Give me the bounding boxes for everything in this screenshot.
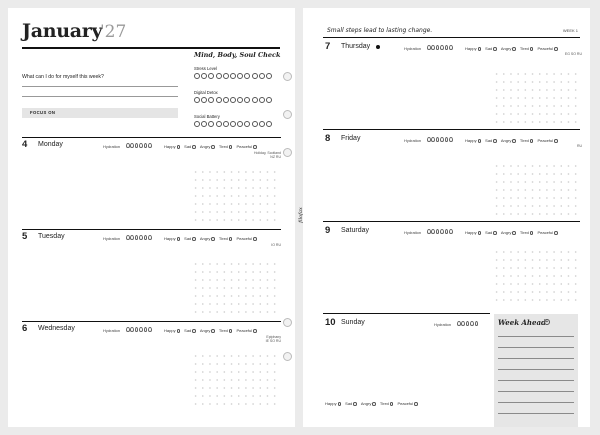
mood-option[interactable] xyxy=(236,328,256,333)
drop-icon[interactable] xyxy=(445,45,449,50)
week-label: WEEK 1 xyxy=(562,28,578,33)
drop-icon[interactable] xyxy=(457,321,461,326)
mood-option[interactable] xyxy=(236,236,256,241)
scale-circle[interactable] xyxy=(216,73,222,79)
day-rule xyxy=(22,229,281,230)
day-number: 8 xyxy=(325,133,331,144)
scale-circle[interactable] xyxy=(252,121,258,127)
mood-option[interactable] xyxy=(219,144,233,149)
drop-icon[interactable] xyxy=(144,327,148,332)
drop-icon[interactable] xyxy=(431,45,435,50)
mood-option[interactable] xyxy=(520,138,534,143)
mood-tracker[interactable] xyxy=(465,138,558,143)
brand-logo: filofax xyxy=(297,207,304,223)
mood-option[interactable] xyxy=(380,401,394,406)
mood-ring[interactable] xyxy=(512,47,516,51)
holiday-note: EG SO RU xyxy=(564,52,582,56)
mood-ring[interactable] xyxy=(253,145,257,149)
mood-label: Tired xyxy=(218,328,228,333)
holiday-note: Holiday, Scotland xyxy=(254,151,281,155)
mood-tracker[interactable] xyxy=(465,230,558,235)
mood-ring[interactable] xyxy=(512,139,516,143)
drop-icon[interactable] xyxy=(436,45,440,50)
day-name: Wednesday xyxy=(38,325,75,332)
mood-option[interactable] xyxy=(200,236,215,241)
mood-option[interactable] xyxy=(236,144,256,149)
mood-option[interactable] xyxy=(200,144,215,149)
scale-circle[interactable] xyxy=(201,121,207,127)
week-ahead-line[interactable] xyxy=(498,347,574,348)
day-rule xyxy=(22,137,281,138)
mood-ring[interactable] xyxy=(478,231,482,235)
mood-label: Peaceful xyxy=(537,46,554,51)
mood-option[interactable] xyxy=(345,401,357,406)
day-rule xyxy=(323,221,580,222)
scale-circle[interactable] xyxy=(201,73,207,79)
scale-circle[interactable] xyxy=(244,73,250,79)
drop-icon[interactable] xyxy=(135,327,139,332)
scale-label: Digital Detox xyxy=(194,90,218,95)
plus-icon[interactable]: + xyxy=(545,319,549,325)
scale-circle[interactable] xyxy=(208,121,214,127)
drop-icon[interactable] xyxy=(449,229,453,234)
binder-hole xyxy=(283,352,292,361)
mood-ring[interactable] xyxy=(211,237,215,241)
mood-option[interactable] xyxy=(164,328,180,333)
month-title: January xyxy=(22,20,103,42)
drop-icon[interactable] xyxy=(144,235,148,240)
mood-option[interactable] xyxy=(219,236,233,241)
day-number: 9 xyxy=(325,225,331,236)
day-rule xyxy=(323,313,490,314)
scale-circle[interactable] xyxy=(266,121,272,127)
mood-ring[interactable] xyxy=(211,145,215,149)
binder-hole xyxy=(283,318,292,327)
mood-ring[interactable] xyxy=(372,402,376,406)
drop-icon[interactable] xyxy=(440,137,444,142)
drop-icon[interactable] xyxy=(466,321,470,326)
mood-label: Tired xyxy=(218,236,228,241)
day-name: Saturday xyxy=(341,227,370,234)
day-name: Friday xyxy=(341,135,361,142)
drop-icon[interactable] xyxy=(449,137,453,142)
drop-icon[interactable] xyxy=(130,235,134,240)
mood-label: Tired xyxy=(218,144,228,149)
mood-label: Sad xyxy=(184,328,192,333)
mood-ring[interactable] xyxy=(530,47,534,51)
mood-tracker[interactable] xyxy=(164,144,257,149)
right-page xyxy=(303,8,590,427)
mood-label: Happy xyxy=(164,144,176,149)
title-rule xyxy=(22,47,280,49)
stress-scale[interactable] xyxy=(194,73,272,79)
scale-label: Social Battery xyxy=(194,114,220,119)
mood-option[interactable] xyxy=(465,46,481,51)
scale-circle[interactable] xyxy=(266,73,272,79)
mood-option[interactable] xyxy=(520,230,534,235)
scale-circle[interactable] xyxy=(216,97,222,103)
drop-icon[interactable] xyxy=(440,229,444,234)
mood-label: Angry xyxy=(199,144,211,149)
mood-label: Angry xyxy=(199,236,211,241)
mood-option[interactable] xyxy=(361,401,376,406)
week-ahead-line[interactable] xyxy=(498,369,574,370)
mood-ring[interactable] xyxy=(177,329,181,333)
hydration-label: Hydration xyxy=(103,236,121,241)
scale-label: Stress Level xyxy=(194,66,218,71)
mood-option[interactable] xyxy=(485,46,497,51)
drop-icon[interactable] xyxy=(148,327,152,332)
drop-icon[interactable] xyxy=(427,137,431,142)
mood-ring[interactable] xyxy=(554,139,558,143)
mood-ring[interactable] xyxy=(478,139,482,143)
mood-label: Sad xyxy=(485,230,493,235)
mood-option[interactable] xyxy=(501,138,516,143)
mood-label: Tired xyxy=(519,138,529,143)
drop-icon[interactable] xyxy=(144,143,148,148)
mood-ring[interactable] xyxy=(211,329,215,333)
mood-label: Sad xyxy=(485,46,493,51)
mood-label: Happy xyxy=(465,138,477,143)
mood-ring[interactable] xyxy=(192,329,196,333)
drop-icon[interactable] xyxy=(135,143,139,148)
scale-circle[interactable] xyxy=(208,97,214,103)
holiday-note: NZ RU xyxy=(270,155,281,159)
binder-hole xyxy=(283,110,292,119)
drop-icon[interactable] xyxy=(148,235,152,240)
hydration-label: Hydration xyxy=(404,138,422,143)
binder-hole xyxy=(283,148,292,157)
dot-grid[interactable] xyxy=(493,70,581,126)
drop-icon[interactable] xyxy=(126,327,130,332)
day-number: 5 xyxy=(22,231,28,242)
mood-label: Sad xyxy=(184,236,192,241)
week-ahead-line[interactable] xyxy=(498,336,574,337)
scale-circle[interactable] xyxy=(259,73,265,79)
mood-option[interactable] xyxy=(325,401,341,406)
hydration-label: Hydration xyxy=(434,322,452,327)
dot-grid[interactable] xyxy=(192,260,280,316)
day-number: 7 xyxy=(325,41,331,52)
mood-option[interactable] xyxy=(537,230,557,235)
drop-icon[interactable] xyxy=(470,321,474,326)
scale-circle[interactable] xyxy=(266,97,272,103)
hydration-tracker[interactable] xyxy=(427,137,453,142)
drop-icon[interactable] xyxy=(436,229,440,234)
mood-label: Tired xyxy=(519,46,529,51)
mood-option[interactable] xyxy=(520,46,534,51)
mood-label: Peaceful xyxy=(537,138,554,143)
mood-label: Tired xyxy=(519,230,529,235)
mood-option[interactable] xyxy=(537,138,557,143)
binder-hole xyxy=(283,72,292,81)
mood-label: Happy xyxy=(465,230,477,235)
drop-icon[interactable] xyxy=(126,143,130,148)
hydration-tracker[interactable] xyxy=(126,327,152,332)
drop-icon[interactable] xyxy=(139,327,143,332)
drop-icon[interactable] xyxy=(436,137,440,142)
answer-line[interactable] xyxy=(22,86,178,87)
scale-circle[interactable] xyxy=(216,121,222,127)
focus-on-bar[interactable]: FOCUS ON xyxy=(22,108,178,118)
hydration-label: Hydration xyxy=(103,328,121,333)
mood-label: Sad xyxy=(345,401,353,406)
day-number: 10 xyxy=(325,317,336,328)
mood-option[interactable] xyxy=(501,46,516,51)
day-name: Monday xyxy=(38,141,63,148)
day-number: 4 xyxy=(22,139,28,150)
mood-label: Happy xyxy=(465,46,477,51)
drop-icon[interactable] xyxy=(139,235,143,240)
mood-label: Angry xyxy=(360,401,372,406)
hydration-tracker[interactable] xyxy=(427,229,453,234)
mood-ring[interactable] xyxy=(229,237,233,241)
mood-label: Peaceful xyxy=(236,328,253,333)
drop-icon[interactable] xyxy=(431,137,435,142)
scale-circle[interactable] xyxy=(252,97,258,103)
drop-icon[interactable] xyxy=(475,321,479,326)
scale-circle[interactable] xyxy=(201,97,207,103)
check-title: Mind, Body, Soul Check xyxy=(194,51,281,59)
day-number: 6 xyxy=(22,323,28,334)
mood-option[interactable] xyxy=(485,138,497,143)
holiday-note: Epiphany xyxy=(266,335,281,339)
scale-circle[interactable] xyxy=(244,121,250,127)
week-ahead-line[interactable] xyxy=(498,413,574,414)
mood-option[interactable] xyxy=(465,138,481,143)
week-ahead-line[interactable] xyxy=(498,391,574,392)
mood-ring[interactable] xyxy=(530,231,534,235)
mood-label: Sad xyxy=(485,138,493,143)
mood-ring[interactable] xyxy=(512,231,516,235)
mood-label: Angry xyxy=(199,328,211,333)
holiday-note: RU xyxy=(576,144,582,148)
mood-ring[interactable] xyxy=(229,145,233,149)
week-ahead-line[interactable] xyxy=(498,402,574,403)
day-name: Sunday xyxy=(341,319,365,326)
mood-ring[interactable] xyxy=(414,402,418,406)
holiday-note: IE SO RU xyxy=(265,339,281,343)
day-rule xyxy=(323,37,580,38)
dot-grid[interactable] xyxy=(493,248,581,304)
mood-ring[interactable] xyxy=(390,402,394,406)
weekly-question: What can I do for myself this week? xyxy=(22,74,104,80)
day-name: Thursday xyxy=(341,43,371,50)
mood-label: Peaceful xyxy=(236,144,253,149)
mood-label: Happy xyxy=(164,328,176,333)
mood-ring[interactable] xyxy=(177,237,181,241)
scale-circle[interactable] xyxy=(237,121,243,127)
mood-ring[interactable] xyxy=(229,329,233,333)
dot-grid[interactable] xyxy=(192,168,280,224)
scale-circle[interactable] xyxy=(194,73,200,79)
day-rule xyxy=(22,321,281,322)
mood-tracker[interactable] xyxy=(325,401,418,406)
mood-ring[interactable] xyxy=(530,139,534,143)
mood-option[interactable] xyxy=(537,46,557,51)
scale-circle[interactable] xyxy=(259,121,265,127)
scale-circle[interactable] xyxy=(237,73,243,79)
mood-ring[interactable] xyxy=(493,231,497,235)
mood-option[interactable] xyxy=(184,328,196,333)
mood-option[interactable] xyxy=(485,230,497,235)
mood-ring[interactable] xyxy=(192,145,196,149)
mood-option[interactable] xyxy=(164,144,180,149)
mood-label: Sad xyxy=(184,144,192,149)
mood-ring[interactable] xyxy=(253,329,257,333)
mood-tracker[interactable] xyxy=(465,46,558,51)
day-rule xyxy=(323,129,580,130)
year-label: '27 xyxy=(100,22,127,42)
week-ahead-line[interactable] xyxy=(498,380,574,381)
mood-label: Peaceful xyxy=(397,401,414,406)
left-page xyxy=(8,8,295,427)
social-scale[interactable] xyxy=(194,121,272,127)
mood-label: Angry xyxy=(500,46,512,51)
mood-option[interactable] xyxy=(219,328,233,333)
drop-icon[interactable] xyxy=(130,143,134,148)
week-ahead-title: Week Ahead xyxy=(498,318,546,327)
holiday-note: IO RU xyxy=(271,243,281,247)
drop-icon[interactable] xyxy=(427,229,431,234)
scale-circle[interactable] xyxy=(223,97,229,103)
answer-line[interactable] xyxy=(22,96,178,97)
scale-circle[interactable] xyxy=(230,73,236,79)
mood-ring[interactable] xyxy=(493,139,497,143)
mood-tracker[interactable] xyxy=(164,236,257,241)
mood-ring[interactable] xyxy=(554,47,558,51)
hydration-label: Hydration xyxy=(404,46,422,51)
week-ahead-panel[interactable] xyxy=(494,314,578,427)
dot-grid[interactable] xyxy=(493,162,581,218)
scale-circle[interactable] xyxy=(230,97,236,103)
hydration-tracker[interactable] xyxy=(427,45,453,50)
drop-icon[interactable] xyxy=(461,321,465,326)
scale-circle[interactable] xyxy=(223,73,229,79)
scale-circle[interactable] xyxy=(194,97,200,103)
scale-circle[interactable] xyxy=(230,121,236,127)
scale-circle[interactable] xyxy=(208,73,214,79)
hydration-tracker[interactable] xyxy=(126,235,152,240)
drop-icon[interactable] xyxy=(135,235,139,240)
hydration-tracker[interactable] xyxy=(457,321,478,326)
mood-ring[interactable] xyxy=(493,47,497,51)
mood-ring[interactable] xyxy=(478,47,482,51)
dot-grid[interactable] xyxy=(192,352,280,408)
mood-option[interactable] xyxy=(200,328,215,333)
mood-ring[interactable] xyxy=(353,402,357,406)
mood-label: Tired xyxy=(379,401,389,406)
scale-circle[interactable] xyxy=(194,121,200,127)
scale-circle[interactable] xyxy=(259,97,265,103)
mood-ring[interactable] xyxy=(338,402,342,406)
mood-option[interactable] xyxy=(164,236,180,241)
mood-option[interactable] xyxy=(397,401,417,406)
mood-option[interactable] xyxy=(501,230,516,235)
drop-icon[interactable] xyxy=(440,45,444,50)
drop-icon[interactable] xyxy=(139,143,143,148)
mood-option[interactable] xyxy=(465,230,481,235)
mood-option[interactable] xyxy=(184,236,196,241)
motto: Small steps lead to lasting change. xyxy=(327,27,433,34)
drop-icon[interactable] xyxy=(126,235,130,240)
mood-ring[interactable] xyxy=(192,237,196,241)
mood-label: Peaceful xyxy=(537,230,554,235)
day-name: Tuesday xyxy=(38,233,65,240)
hydration-label: Hydration xyxy=(404,230,422,235)
mood-label: Angry xyxy=(500,230,512,235)
mood-label: Happy xyxy=(325,401,337,406)
mood-option[interactable] xyxy=(184,144,196,149)
drop-icon[interactable] xyxy=(130,327,134,332)
drop-icon[interactable] xyxy=(445,137,449,142)
mood-label: Angry xyxy=(500,138,512,143)
hydration-tracker[interactable] xyxy=(126,143,152,148)
drop-icon[interactable] xyxy=(431,229,435,234)
drop-icon[interactable] xyxy=(427,45,431,50)
mood-ring[interactable] xyxy=(554,231,558,235)
detox-scale[interactable] xyxy=(194,97,272,103)
week-ahead-line[interactable] xyxy=(498,358,574,359)
scale-circle[interactable] xyxy=(223,121,229,127)
scale-circle[interactable] xyxy=(252,73,258,79)
bullet-icon xyxy=(376,45,380,49)
drop-icon[interactable] xyxy=(445,229,449,234)
mood-tracker[interactable] xyxy=(164,328,257,333)
mood-ring[interactable] xyxy=(253,237,257,241)
scale-circle[interactable] xyxy=(237,97,243,103)
scale-circle[interactable] xyxy=(244,97,250,103)
mood-label: Happy xyxy=(164,236,176,241)
hydration-label: Hydration xyxy=(103,144,121,149)
drop-icon[interactable] xyxy=(148,143,152,148)
drop-icon[interactable] xyxy=(449,45,453,50)
mood-label: Peaceful xyxy=(236,236,253,241)
mood-ring[interactable] xyxy=(177,145,181,149)
